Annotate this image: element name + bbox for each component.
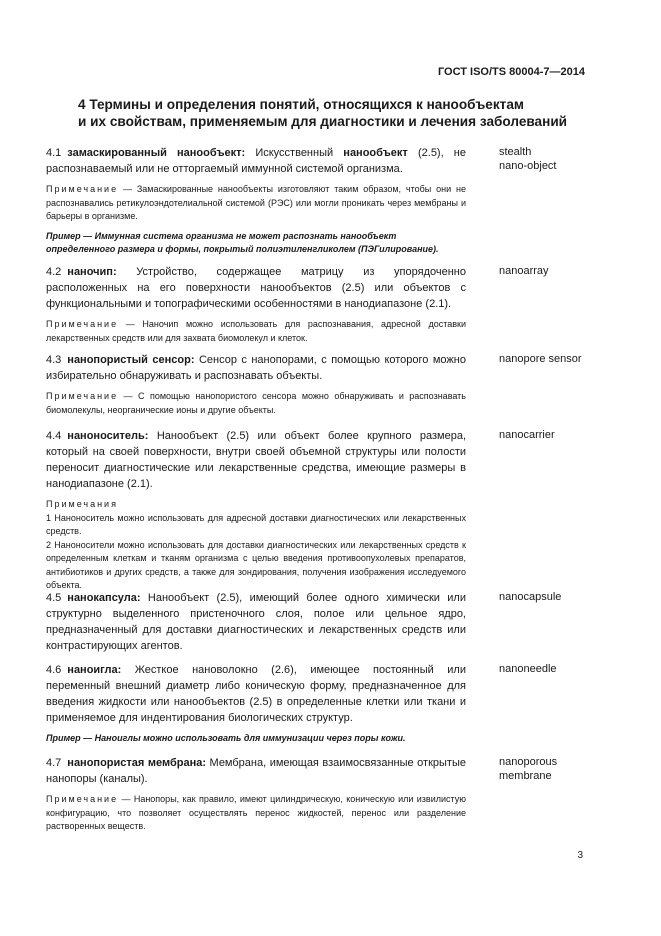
document-header: ГОСТ ISO/TS 80004-7—2014 xyxy=(437,66,585,78)
english-term: nanoporous membrane xyxy=(499,756,558,782)
term-definition: 4.6 наноигла: Жесткое нановолокно (2.6), имеющее постоянный или переменный внешний диаметр либо коническую форму, предназначенное для введения жидкости или нанообъектов (2.5) в определенные клетки или ткани и применяемое для индентирования биологических структур. xyxy=(46,664,466,724)
section-title: 4 Термины и определения понятий, относящихся к нанообъектам и их свойствам, применяемым для диагностики и лечения заболеваний xyxy=(78,97,568,129)
term-4-7 xyxy=(46,755,466,834)
term-4-3 xyxy=(46,352,466,417)
term-notes: Примечания 1 Наноноситель можно использовать для адресной доставки диагностических или лекарственных средств. 2 Наноносители можно использовать для доставки диагностических или лекарственных средств к определенным клеткам и тканям организма с целью введения противоопухолевых препаратов, антибиотиков и других средств, а также для зондирования, получения изображения исследуемого объекта. xyxy=(46,499,466,590)
english-term: stealth nano-object xyxy=(499,146,557,172)
term-definition: 4.2 наночип: Устройство, содержащее матрицу из упорядоченно расположенных на его поверхности нанообъектов (2.5) или объектов с функциональными и топографическими особенностями в нанодиапазоне (2.1). xyxy=(46,266,466,310)
term-note: Примечание — Нанопоры, как правило, имеют цилиндрическую, коническую или извилистую конфигурацию, что позволяет осуществлять перенос жидкостей, перенос или разделение растворенных веществ. xyxy=(46,794,466,831)
term-4-2 xyxy=(46,264,466,345)
english-term: nanopore sensor xyxy=(499,353,582,365)
english-term: nanocarrier xyxy=(499,429,555,441)
term-example: Пример — Наноиглы можно использовать для иммунизации через поры кожи. xyxy=(46,733,406,743)
english-term: nanocapsule xyxy=(499,591,562,603)
term-4-1 xyxy=(46,145,466,257)
english-term: nanoneedle xyxy=(499,663,557,675)
term-definition: 4.1 замаскированный нанообъект: Искусственный нанообъект (2.5), не распознаваемый или не отторгаемый иммунной системой организма. xyxy=(46,147,466,175)
term-example: Пример — Иммунная система организма не может распознать нанообъект определенного размера и формы, покрытый полиэтиленгликолем (ПЭГилирование). xyxy=(46,230,439,254)
page-number: 3 xyxy=(577,850,583,861)
term-note: Примечание — Наночип можно использовать для распознавания, адресной доставки лекарственных средств или для захвата биомолекул и клеток. xyxy=(46,319,466,343)
term-4-6 xyxy=(46,662,466,746)
term-definition: 4.7 нанопористая мембрана: Мембрана, имеющая взаимосвязанные открытые нанопоры (каналы). xyxy=(46,757,466,785)
term-note: Примечание — С помощью нанопористого сенсора можно обнаруживать и распознавать биомолекулы, неорганические ионы и другие объекты. xyxy=(46,391,466,415)
term-note: Примечание — Замаскированные нанообъекты изготовляют таким образом, чтобы они не распознавались ретикулоэндотелиальной системой (РЭС) или могли проникать через мембраны и барьеры в организме. xyxy=(46,184,466,221)
term-definition: 4.4 наноноситель: Нанообъект (2.5) или объект более крупного размера, который на своей поверхности, внутри своей объемной структуры или полости переносит диагностические или лекарственные средства, имеющие размеры в нанодиапазоне (2.1). xyxy=(46,430,466,490)
term-4-5 xyxy=(46,590,466,654)
term-definition: 4.5 нанокапсула: Нанообъект (2.5), имеющий более одного химически или структурно выделенного пристеночного слоя, полое или цельное ядро, предназначенный для доставки диагностических и лекарственных средств или контрастирующих агентов. xyxy=(46,592,466,652)
english-term: nanoarray xyxy=(499,265,549,277)
term-definition: 4.3 нанопористый сенсор: Сенсор с нанопорами, с помощью которого можно избирательно обнаруживать и распознавать объекты. xyxy=(46,354,466,382)
term-4-4 xyxy=(46,428,466,593)
